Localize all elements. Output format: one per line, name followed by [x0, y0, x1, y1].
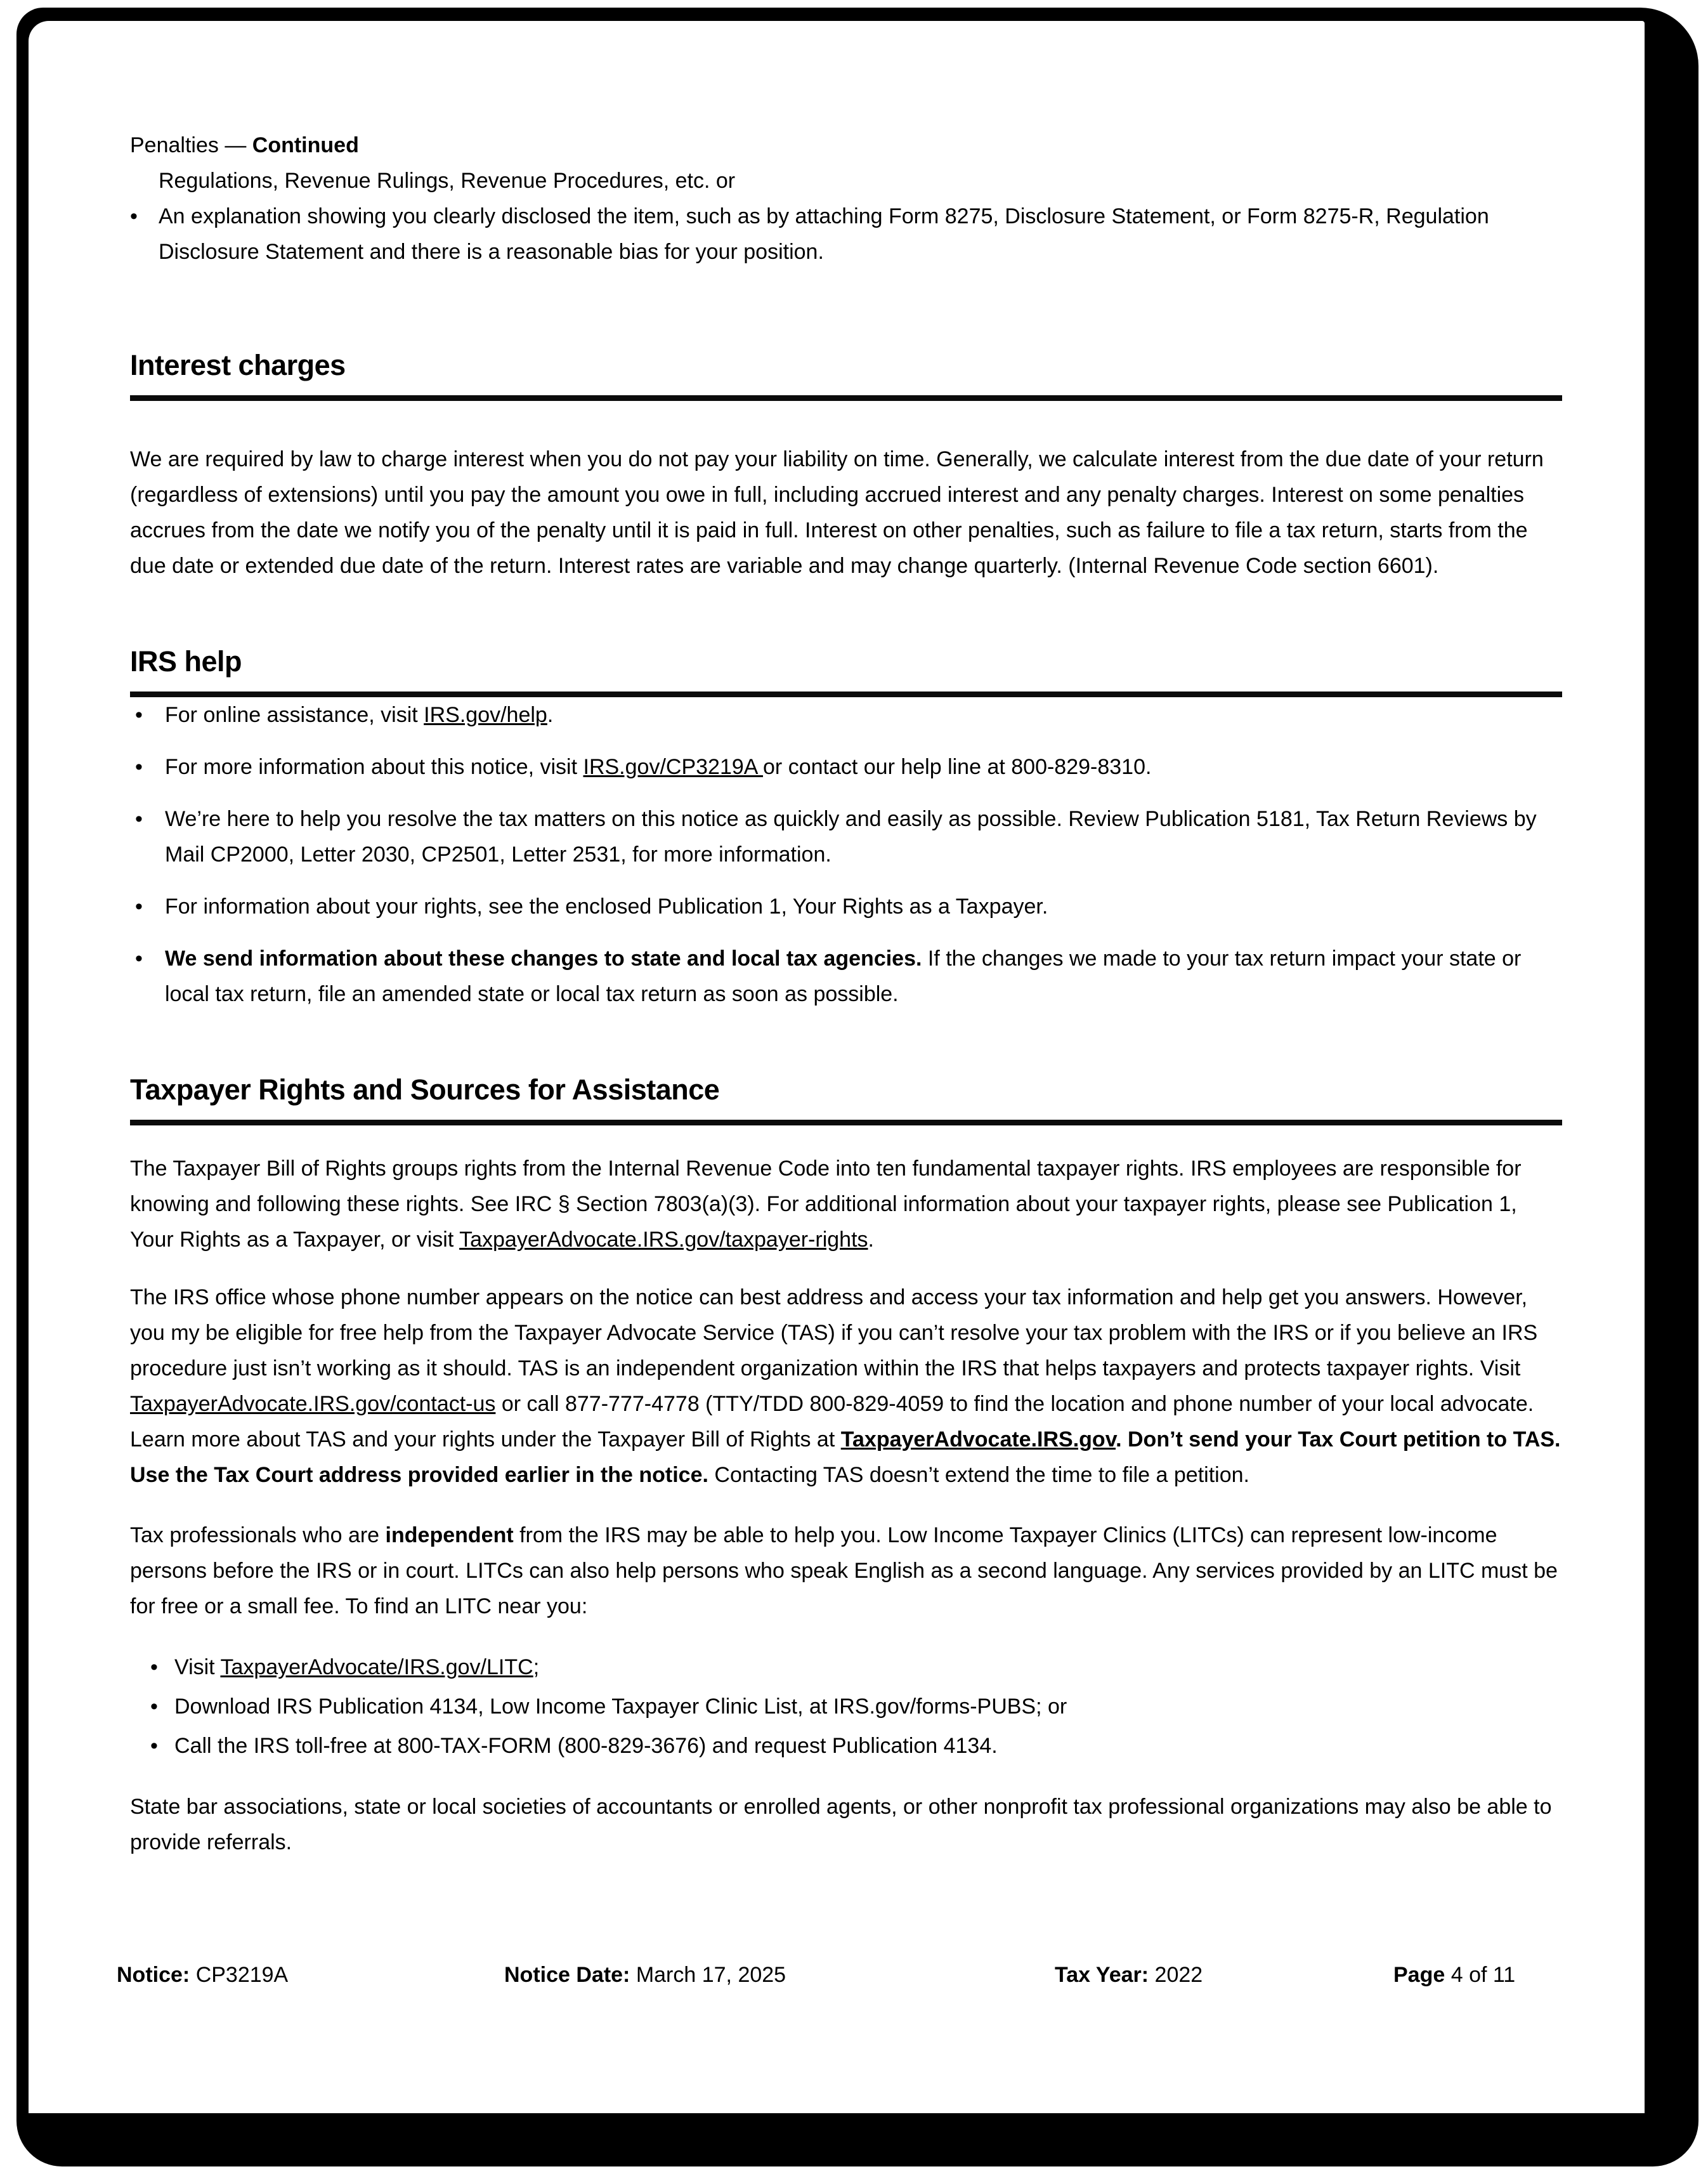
list-item: • We send information about these changes to state and local tax agencies. If the changes we made to your tax return impact your state or local tax return, file an amended state or local tax return as soon as possible. [130, 941, 1562, 1012]
footer-page-label: Page [1393, 1963, 1445, 1987]
referrals-paragraph: State bar associations, state or local societies of accountants or enrolled agents, or other nonprofit tax professional organizations may also be able to provide referrals. [130, 1795, 1552, 1854]
footer-page-value: 4 of 11 [1450, 1963, 1516, 1987]
footer-tax-year [1055, 1961, 1203, 1989]
footer-notice-date-value: March 17, 2025 [636, 1963, 786, 1987]
footer-notice [117, 1961, 288, 1989]
section-heading-taxpayer-rights: Taxpayer Rights and Sources for Assistance [130, 1073, 720, 1106]
section-heading-irs-help: IRS help [130, 645, 242, 678]
list-item: • For more information about this notice, visit IRS.gov/CP3219A or contact our help line at 800-829-8310. [130, 749, 1562, 785]
page-footer [29, 1961, 1645, 1991]
litc-bullet-list [150, 1649, 1562, 1764]
footer-tax-year-value: 2022 [1154, 1963, 1203, 1987]
footer-notice-date-label: Notice Date: [504, 1963, 630, 1987]
list-item: • Call the IRS toll-free at 800-TAX-FORM (800-829-3676) and request Publication 4134. [150, 1728, 1562, 1764]
taxpayer-rights-paragraph-2: The IRS office whose phone number appears on the notice can best address and access your tax information and help get you answers. However, you my be eligible for free help from the Taxpayer Advocate Service (TAS) if you can’t resolve your tax problem with the IRS or if you believe an IRS procedure just isn’t working as it should. TAS is an independent organization within the IRS that helps taxpayers and protects taxpayer rights. Visit TaxpayerAdvocate.IRS.gov/contact-us or call 877-777-4778 (TTY/TDD 800-829-4059 to find the location and phone number of your local advocate. Learn more about TAS and your rights under the Taxpayer Bill of Rights at TaxpayerAdvocate.IRS.gov. Don’t send your Tax Court petition to TAS. Use the Tax Court address provided earlier in the notice. Contacting TAS doesn’t extend the time to file a petition. [130, 1285, 1561, 1487]
penalties-bullet-list [130, 199, 1562, 270]
footer-notice-date [504, 1961, 786, 1989]
list-item: • For information about your rights, see the enclosed Publication 1, Your Rights as a Taxpayer. [130, 889, 1562, 924]
section-heading-interest-charges: Interest charges [130, 349, 346, 381]
interest-charges-paragraph: We are required by law to charge interest when you do not pay your liability on time. Generally, we calculate interest from the due date of your return (regardless of extensions) until you pay the amount you owe in full, including accrued interest and any penalty charges. Interest on some penalties accrues from the date we notify you of the penalty until it is paid in full. Interest on other penalties, such as failure to file a tax return, starts from the due date or extended due date of the return. Interest rates are variable and may change quarterly. (Internal Revenue Code section 6601). [130, 447, 1544, 578]
list-item: • Download IRS Publication 4134, Low Income Taxpayer Clinic List, at IRS.gov/forms-PUBS; or [150, 1689, 1562, 1724]
document-page [29, 21, 1645, 2113]
section-rule [130, 1120, 1562, 1125]
list-item: • Visit TaxpayerAdvocate/IRS.gov/LITC; [150, 1649, 1562, 1685]
irs-help-bullet-list [130, 697, 1562, 1012]
penalties-continued-title: Penalties — Continued [130, 133, 359, 157]
list-item: • We’re here to help you resolve the tax matters on this notice as quickly and easily as possible. Review Publication 5181, Tax Return Reviews by Mail CP2000, Letter 2030, CP2501, Letter 2531, for more information. [130, 801, 1562, 872]
taxpayer-rights-paragraph-1: The Taxpayer Bill of Rights groups rights from the Internal Revenue Code into ten fundamental taxpayer rights. IRS employees are responsible for knowing and following these rights. See IRC § Section 7803(a)(3). For additional information about your taxpayer rights, please see Publication 1, Your Rights as a Taxpayer, or visit TaxpayerAdvocate.IRS.gov/taxpayer-rights. [130, 1157, 1522, 1252]
footer-notice-label: Notice: [117, 1963, 190, 1987]
footer-page-number [1393, 1961, 1515, 1989]
section-rule [130, 395, 1562, 401]
page-content [29, 21, 1645, 1860]
footer-tax-year-label: Tax Year: [1055, 1963, 1149, 1987]
taxpayer-rights-paragraph-3: Tax professionals who are independent from the IRS may be able to help you. Low Income Taxpayer Clinics (LITCs) can represent low-income persons before the IRS or in court. LITCs can also help persons who speak English as a second language. Any services provided by an LITC must be for free or a small fee. To find an LITC near you: [130, 1523, 1558, 1618]
list-item: • For online assistance, visit IRS.gov/help. [130, 697, 1562, 733]
list-item: • An explanation showing you clearly disclosed the item, such as by attaching Form 8275, Disclosure Statement, or Form 8275-R, Regulation Disclosure Statement and there is a reasonable bias for your position. [130, 199, 1562, 270]
penalties-sub-line: Regulations, Revenue Rulings, Revenue Procedures, etc. or [159, 169, 736, 193]
section-rule [130, 691, 1562, 697]
footer-notice-value: CP3219A [195, 1963, 289, 1987]
